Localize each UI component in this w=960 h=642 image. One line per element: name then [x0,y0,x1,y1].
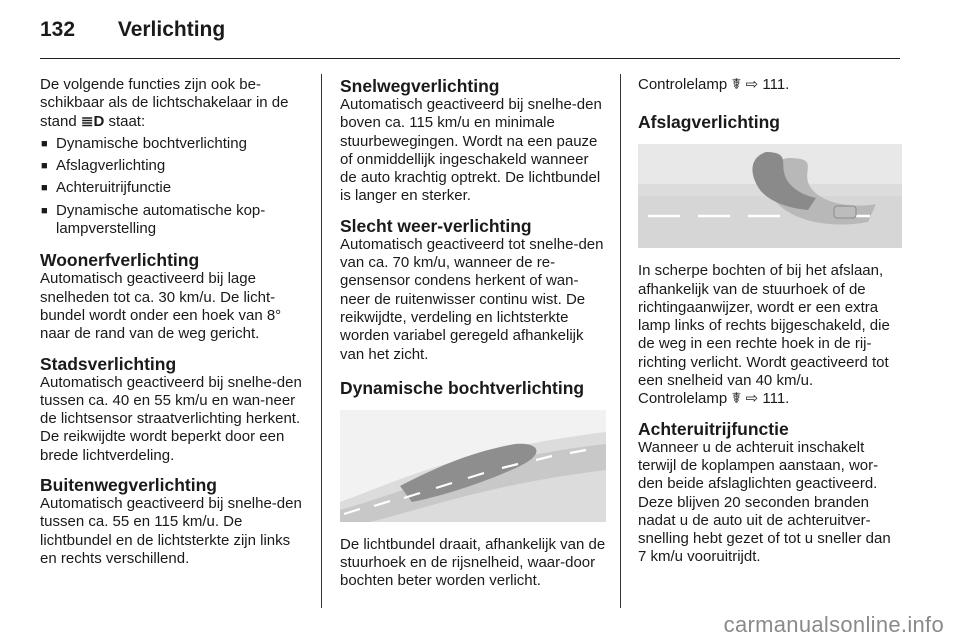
intro-text-end: staat: [104,112,146,130]
page-number: 132 [40,18,76,41]
control-lamp-reference [638,76,902,94]
section-heading: Snelwegverlichting [340,76,500,96]
section-stads [40,354,306,465]
headlight-lamp-icon: ☤ [731,390,742,408]
column-3 [638,76,902,567]
list-item: ■ Dynamische automatische kop-lampverstelling [40,202,306,239]
control-lamp-label: Controlelamp [638,76,732,93]
section-text: Automatisch geactiveerd tot snelhe-den van ca. 70 km/u, wanneer de re-gensensor condens herkent of wan-neer de ruitenwisser continu wist. De reikwijdte, verdeling en lichtsterkte worden variabel geregeld afhankelijk van het zicht. [340,235,604,363]
section-heading: Stadsverlichting [40,353,177,374]
page-ref-arrow-icon: ⇨ [745,76,759,93]
section-text: In scherpe bochten of bij het afslaan, afhankelijk van de stuurhoek of de richtingaanwijzer, wordt er een extra lamp links of rechts bijgeschakeld, die de weg in een rechte hoek in de rij-richting verlicht. Wordt geactiveerd tot een snelheid van 40 km/u. [638,262,890,390]
section-heading: Woonerfverlichting [40,250,200,271]
column-1 [40,76,306,568]
section-heading: Buitenwegverlichting [40,475,217,496]
list-item: ■ Achteruitrijfunctie [40,179,306,197]
column-divider-2 [620,74,621,608]
section-text: Automatisch geactiveerd bij snelhe-den boven ca. 115 km/u en minimale stuurbewegingen. Wordt na een pauze of onmiddellijk ingeschakeld wanneer de auto krachtig optrekt. De lichtbundel is langer en sterker. [340,96,602,205]
page-title: Verlichting [117,18,226,41]
page-ref: 111. [758,76,790,93]
section-achteruit [638,419,902,567]
intro-paragraph [40,76,306,131]
section-text: Wanneer u de achteruit inschakelt terwijl de koplampen aanstaan, wor-den beide afslaglichten geactiveerd. Deze blijven 20 seconden branden nadat u de auto uit de achteruitver-snelling hebt gezet of tot u sneller dan 7 km/u vooruitrijdt. [638,438,891,566]
section-dynamisch [340,378,606,591]
section-heading: Dynamische bochtverlichting [340,377,585,398]
watermark: carmanualsonline.info [723,612,944,637]
page-ref: 111. [758,390,790,408]
page-ref-arrow-icon: ⇨ [745,390,759,408]
section-slecht-weer [340,216,606,364]
section-text: De lichtbundel draait, afhankelijk van de stuurhoek en de rijsnelheid, waar-door bochten beter worden verlicht. [340,535,606,590]
section-woonerf [40,250,306,343]
section-text: Automatisch geactiveerd bij snelhe-den tussen ca. 40 en 55 km/u en wan-neer de lichtsensor straatverlichting herkent. De reikwijdte wordt beperkt door een brede lichtverdeling. [40,373,302,464]
light-switch-position-icon: ≣D [80,112,105,130]
turning-light-illustration [638,144,902,248]
feature-list [40,135,306,238]
column-2 [340,76,606,591]
section-text: Automatisch geactiveerd bij snelhe-den tussen ca. 55 en 115 km/u. De lichtbundel en de lichtsterkte zijn links en rechts verschillend. [40,495,302,567]
section-heading: Slecht weer-verlichting [340,215,532,236]
section-heading: Achteruitrijfunctie [638,418,789,439]
intro-text: De volgende functies zijn ook be-schikbaar als de lichtschakelaar in de stand [40,76,289,130]
control-lamp-label: Controlelamp [638,390,732,408]
section-heading: Afslagverlichting [638,112,780,133]
control-lamp-reference [638,390,902,408]
list-item: ■ Dynamische bochtverlichting [40,135,306,153]
page-header [40,18,225,42]
section-afslag [638,112,902,390]
section-buitenweg [40,475,306,568]
column-divider-1 [321,74,322,608]
cornering-light-illustration [340,410,606,522]
section-text: Automatisch geactiveerd bij lage snelheden tot ca. 30 km/u. De licht-bundel wordt onder een hoek van 8° naar de rand van de weg gericht. [40,270,282,343]
list-item: ■ Afslagverlichting [40,157,306,175]
header-rule [40,58,900,59]
section-snelweg [340,76,606,206]
headlight-lamp-icon: ☤ [731,76,742,93]
